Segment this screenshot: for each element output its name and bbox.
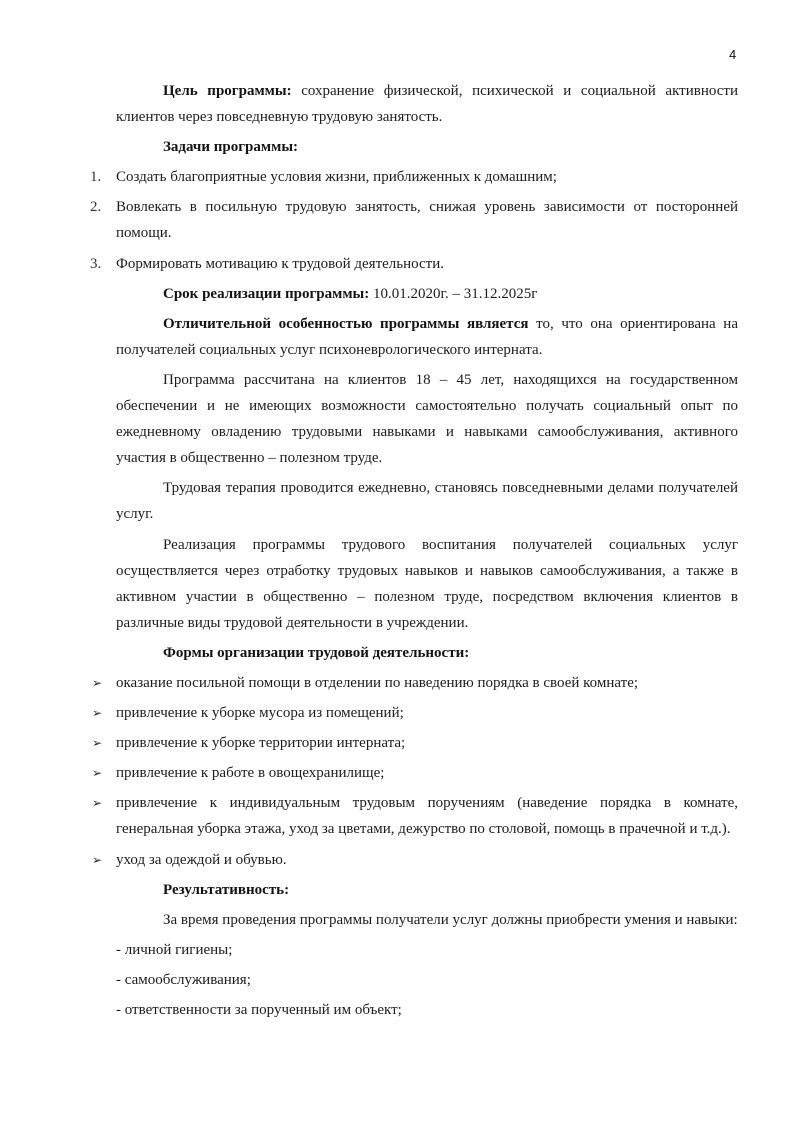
term-label: Срок реализации программы: — [163, 285, 370, 302]
result-item: - ответственности за порученный им объект; — [116, 1002, 402, 1018]
task-text: Вовлекать в посильную трудовую занятость, снижая уровень зависимости от посторонней помощи. — [116, 199, 738, 242]
arrow-bullet-icon: ➢ — [92, 852, 103, 867]
term-paragraph — [0, 281, 793, 307]
goal-text: сохранение физической, психической и социальной активности клиентов через повседневную трудовую занятость. — [116, 83, 738, 126]
results-intro: За время проведения программы получатели услуг должны приобрести умения и навыки: — [163, 911, 738, 928]
task-item-3 — [0, 251, 793, 277]
arrow-bullet-icon: ➢ — [92, 736, 103, 751]
goal-paragraph — [0, 78, 793, 130]
therapy-paragraph: Трудовая терапия проводится ежедневно, становясь повседневными делами получателей услуг. — [116, 480, 738, 523]
arrow-bullet-icon: ➢ — [92, 706, 103, 721]
feature-text: то, что она ориентирована на получателей социальных услуг психоневрологического интерната. — [116, 315, 738, 358]
form-item: ➢ привлечение к уборке территории интерната; — [0, 730, 793, 756]
form-item: ➢ привлечение к уборке мусора из помещений; — [0, 700, 793, 726]
task-number: 3. — [90, 255, 102, 272]
form-item: ➢ оказание посильной помощи в отделении по наведению порядка в своей комнате; — [0, 670, 793, 696]
task-number: 1. — [90, 169, 102, 186]
age-paragraph: Программа рассчитана на клиентов 18 – 45 лет, находящихся на государственном обеспечении и не имеющих возможности самостоятельно получать социальный опыт по ежедневному овладению трудовыми навыками и навыками самообслуживания, активного участия в общественно – полезном труде. — [116, 371, 738, 467]
results-heading: Результативность: — [163, 881, 290, 898]
tasks-heading: Задачи программы: — [163, 139, 299, 156]
arrow-bullet-icon: ➢ — [92, 675, 103, 690]
result-item: - самообслуживания; — [116, 971, 251, 988]
arrow-bullet-icon: ➢ — [92, 796, 103, 811]
goal-label: Цель программы: — [163, 83, 292, 99]
document-body — [0, 78, 793, 1027]
task-item-1 — [0, 164, 793, 190]
form-item: ➢ привлечение к работе в овощехранилище; — [0, 760, 793, 786]
page-number: 4 — [729, 47, 737, 62]
term-text: 10.01.2020г. – 31.12.2025г — [369, 285, 538, 302]
form-item: ➢ уход за одеждой и обувью. — [0, 847, 793, 873]
task-text: Создать благоприятные условия жизни, приближенных к домашним; — [116, 169, 557, 186]
task-text: Формировать мотивацию к трудовой деятельности. — [116, 255, 445, 272]
implementation-paragraph: Реализация программы трудового воспитания получателей социальных услуг осуществляется через отработку трудовых навыков и навыков самообслуживания, а также в активном участии в общественно – полезном труде, посредством включения клиентов в различные виды трудовой деятельности в учреждении. — [116, 536, 738, 631]
task-item-2 — [0, 194, 793, 246]
task-number: 2. — [90, 199, 102, 216]
result-item: - личной гигиены; — [116, 941, 233, 958]
feature-paragraph — [0, 311, 793, 363]
forms-heading: Формы организации трудовой деятельности: — [163, 644, 470, 661]
arrow-bullet-icon: ➢ — [92, 766, 103, 781]
feature-label: Отличительной особенностью программы является — [163, 315, 529, 332]
form-item: ➢ привлечение к индивидуальным трудовым поручениям (наведение порядка в комнате, генеральная уборка этажа, уход за цветами, дежурство по столовой, помощь в прачечной и т.д.). — [0, 790, 793, 842]
